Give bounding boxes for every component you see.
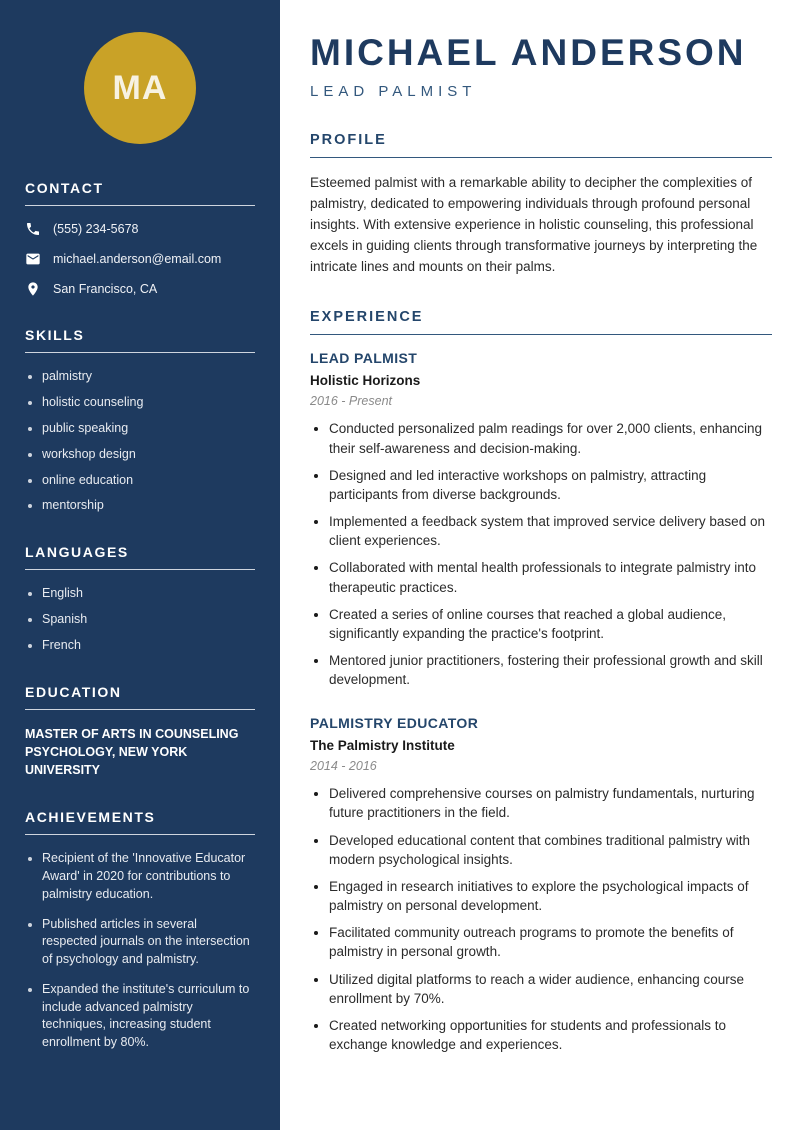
main-content	[280, 0, 800, 1130]
job-title: PALMISTRY EDUCATOR	[310, 715, 479, 732]
languages-heading: LANGUAGES	[25, 544, 255, 570]
education-section	[25, 684, 255, 779]
achievement-item: • Expanded the institute's curriculum to include advanced palmistry techniques, increasing student enrollment by 80%.	[42, 981, 255, 1052]
skills-heading: SKILLS	[25, 327, 255, 353]
job-company: The Palmistry Institute	[310, 738, 455, 754]
contact-email: michael.anderson@email.com	[53, 252, 222, 266]
avatar-initials: MA	[112, 68, 168, 107]
language-item: • French	[42, 637, 255, 654]
profile-text: Esteemed palmist with a remarkable ability to decipher the complexities of palmistry, dedicated to empowering individuals through profound personal insights. With extensive experience in holistic counseling, this professional excels in guiding clients through transformative journeys by interpreting the intricate lines and mounts on their palms.	[310, 174, 758, 274]
job-bullet-item: • Developed educational content that combines traditional palmistry with modern psychological insights.	[329, 831, 772, 869]
contact-heading: CONTACT	[25, 180, 255, 206]
job-bullet-item: • Designed and led interactive workshops on palmistry, attracting participants from diverse backgrounds.	[329, 466, 772, 504]
skill-item: • palmistry	[42, 368, 255, 385]
job-bullet-list	[310, 784, 772, 1054]
skill-item: • online education	[42, 472, 255, 489]
sidebar	[0, 0, 280, 1130]
language-item: • Spanish	[42, 611, 255, 628]
job-dates: 2014 - 2016	[310, 759, 377, 774]
job-bullet-item: • Engaged in research initiatives to explore the psychological impacts of palmistry on personal development.	[329, 877, 772, 915]
education-degree: MASTER OF ARTS IN COUNSELING PSYCHOLOGY, NEW YORK UNIVERSITY	[25, 726, 239, 778]
envelope-icon	[25, 251, 41, 267]
person-title: LEAD PALMIST	[310, 82, 477, 100]
job-title: LEAD PALMIST	[310, 350, 418, 367]
location-pin-icon	[25, 281, 41, 297]
skills-section	[25, 327, 255, 514]
achievement-item: • Published articles in several respected journals on the intersection of psychology and palmistry.	[42, 916, 255, 969]
language-item: • English	[42, 585, 255, 602]
skills-list	[25, 368, 255, 514]
job-bullet-item: • Implemented a feedback system that improved service delivery based on client experiences.	[329, 512, 772, 550]
achievements-list	[25, 850, 255, 1052]
contact-location: San Francisco, CA	[53, 282, 158, 296]
job-bullet-item: • Utilized digital platforms to reach a wider audience, enhancing course enrollment by 70%.	[329, 970, 772, 1008]
skill-item: • holistic counseling	[42, 394, 255, 411]
achievements-section	[25, 809, 255, 1052]
job-bullet-list	[310, 419, 772, 689]
profile-section	[310, 132, 772, 278]
experience-section	[310, 309, 772, 1054]
achievements-heading: ACHIEVEMENTS	[25, 809, 255, 835]
person-name: MICHAEL ANDERSON	[310, 32, 747, 73]
experience-job-1	[310, 350, 772, 689]
contact-phone: (555) 234-5678	[53, 222, 139, 236]
job-bullet-item: • Collaborated with mental health professionals to integrate palmistry into therapeutic practices.	[329, 558, 772, 596]
experience-heading: EXPERIENCE	[310, 309, 772, 335]
job-bullet-item: • Mentored junior practitioners, fostering their professional growth and skill development.	[329, 651, 772, 689]
education-heading: EDUCATION	[25, 684, 255, 710]
profile-heading: PROFILE	[310, 132, 772, 158]
skill-item: • public speaking	[42, 420, 255, 437]
avatar	[84, 32, 196, 144]
experience-job-2	[310, 715, 772, 1054]
job-bullet-item: • Facilitated community outreach programs to promote the benefits of palmistry in personal growth.	[329, 923, 772, 961]
skill-item: • workshop design	[42, 446, 255, 463]
skill-item: • mentorship	[42, 497, 255, 514]
languages-list	[25, 585, 255, 654]
phone-icon	[25, 221, 41, 237]
achievement-item: • Recipient of the 'Innovative Educator Award' in 2020 for contributions to palmistry education.	[42, 850, 255, 903]
job-bullet-item: • Delivered comprehensive courses on palmistry fundamentals, nurturing future practitioners in the field.	[329, 784, 772, 822]
contact-location-row	[25, 281, 255, 297]
contact-email-row	[25, 251, 255, 267]
job-bullet-item: • Conducted personalized palm readings for over 2,000 clients, enhancing their self-awareness and decision-making.	[329, 419, 772, 457]
job-company: Holistic Horizons	[310, 373, 421, 389]
languages-section	[25, 544, 255, 654]
job-bullet-item: • Created networking opportunities for students and professionals to exchange knowledge and experiences.	[329, 1016, 772, 1054]
contact-section	[25, 180, 255, 297]
job-dates: 2016 - Present	[310, 394, 392, 409]
job-bullet-item: • Created a series of online courses that reached a global audience, significantly expanding the practice's footprint.	[329, 605, 772, 643]
contact-phone-row	[25, 221, 255, 237]
